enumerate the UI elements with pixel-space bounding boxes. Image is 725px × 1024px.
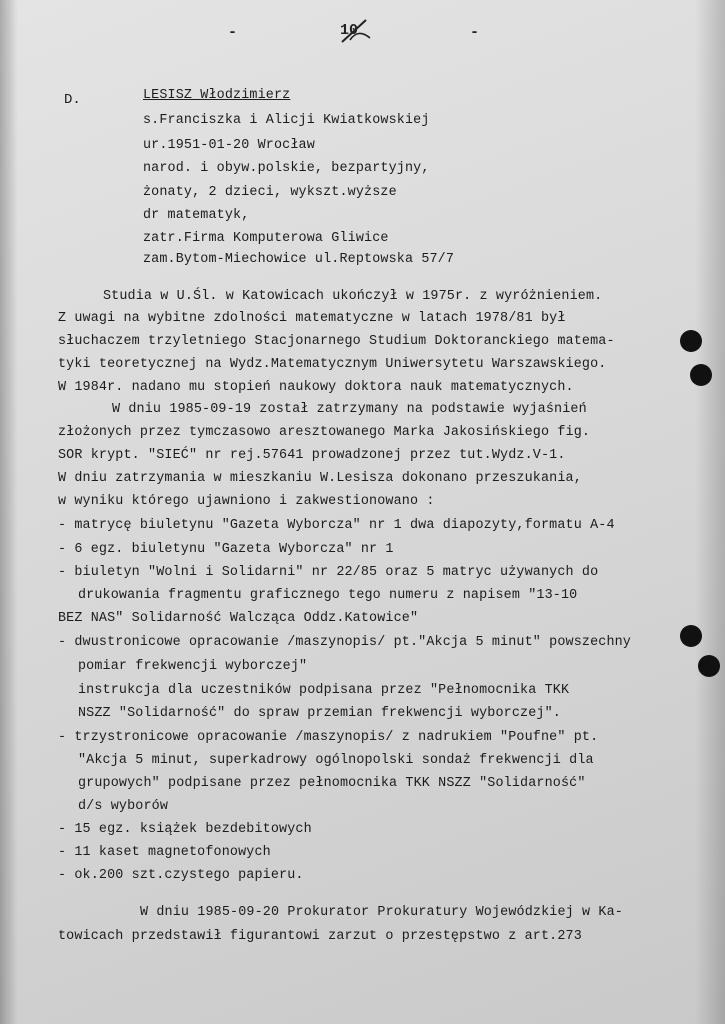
header-dash-right: - bbox=[470, 24, 480, 41]
person-detail-address: zam.Bytom-Miechowice ul.Reptowska 57/7 bbox=[143, 252, 455, 267]
body-line: złożonych przez tymczasowo aresztowanego Marka Jakosińskiego fig. bbox=[58, 425, 591, 440]
punch-hole bbox=[680, 625, 702, 647]
body-line: W 1984r. nadano mu stopień naukowy doktora nauk matematycznych. bbox=[58, 380, 574, 395]
body-line: towicach przedstawił figurantowi zarzut o przestępstwo z art.273 bbox=[58, 929, 582, 944]
list-item-continuation: grupowych" podpisane przez pełnomocnika TKK NSZZ "Solidarność" bbox=[78, 776, 586, 791]
list-item: - matrycę biuletynu "Gazeta Wyborcza" nr 1 dwa diapozyty,formatu A-4 bbox=[58, 518, 615, 533]
list-item: - trzystronicowe opracowanie /maszynopis/ z nadrukiem "Poufne" pt. bbox=[58, 730, 599, 745]
body-line: w wyniku którego ujawniono i zakwestionowano : bbox=[58, 494, 435, 509]
list-item-continuation: drukowania fragmentu graficznego tego numeru z napisem "13-10 bbox=[78, 588, 578, 603]
body-line: W dniu 1985-09-19 został zatrzymany na podstawie wyjaśnień bbox=[112, 402, 587, 417]
punch-hole bbox=[680, 330, 702, 352]
scan-shadow-left bbox=[0, 0, 18, 1024]
list-item: - 11 kaset magnetofonowych bbox=[58, 845, 271, 860]
body-line: Studia w U.Śl. w Katowicach ukończył w 1975r. z wyróżnieniem. bbox=[103, 289, 603, 304]
person-detail-parents: s.Franciszka i Alicji Kwiatkowskiej bbox=[143, 113, 430, 128]
list-item: - biuletyn "Wolni i Solidarni" nr 22/85 oraz 5 matryc używanych do bbox=[58, 565, 599, 580]
punch-hole bbox=[690, 364, 712, 386]
list-item: - dwustronicowe opracowanie /maszynopis/ pt."Akcja 5 minut" powszechny bbox=[58, 635, 631, 650]
page-number-strikeout-mark bbox=[336, 18, 372, 44]
list-item-continuation: pomiar frekwencji wyborczej" bbox=[78, 659, 308, 674]
body-line: tyki teoretycznej na Wydz.Matematycznym Uniwersytetu Warszawskiego. bbox=[58, 357, 607, 372]
body-line: SOR krypt. "SIEĆ" nr rej.57641 prowadzonej przez tut.Wydz.V-1. bbox=[58, 448, 566, 463]
list-item: - ok.200 szt.czystego papieru. bbox=[58, 868, 304, 883]
person-name: LESISZ Włodzimierz bbox=[143, 88, 291, 103]
list-item-continuation: BEZ NAS" Solidarność Walcząca Oddz.Katowice" bbox=[58, 611, 419, 626]
list-item-continuation: "Akcja 5 minut, superkadrowy ogólnopolski sondaż frekwencji dla bbox=[78, 753, 594, 768]
person-detail-title: dr matematyk, bbox=[143, 208, 250, 223]
body-line: W dniu zatrzymania w mieszkaniu W.Lesisza dokonano przeszukania, bbox=[58, 471, 582, 486]
body-line: słuchaczem trzyletniego Stacjonarnego Studium Doktoranckiego matema- bbox=[58, 334, 615, 349]
list-item-continuation: instrukcja dla uczestników podpisana przez "Pełnomocnika TKK bbox=[78, 683, 570, 698]
section-label: D. bbox=[64, 92, 81, 108]
list-item: - 6 egz. biuletynu "Gazeta Wyborcza" nr 1 bbox=[58, 542, 394, 557]
person-detail-nationality: narod. i obyw.polskie, bezpartyjny, bbox=[143, 161, 430, 176]
punch-hole bbox=[698, 655, 720, 677]
scan-shadow-right bbox=[695, 0, 725, 1024]
person-detail-family: żonaty, 2 dzieci, wykszt.wyższe bbox=[143, 185, 397, 200]
list-item-continuation: d/s wyborów bbox=[78, 799, 169, 814]
list-item-continuation: NSZZ "Solidarność" do spraw przemian frekwencji wyborczej". bbox=[78, 706, 561, 721]
page-number: 10 bbox=[340, 22, 359, 39]
person-detail-employer: zatr.Firma Komputerowa Gliwice bbox=[143, 231, 389, 246]
header-dash-left: - bbox=[228, 24, 238, 41]
list-item: - 15 egz. książek bezdebitowych bbox=[58, 822, 312, 837]
body-line: Z uwagi na wybitne zdolności matematyczne w latach 1978/81 był bbox=[58, 311, 566, 326]
person-detail-birth: ur.1951-01-20 Wrocław bbox=[143, 138, 315, 153]
body-line: W dniu 1985-09-20 Prokurator Prokuratury Wojewódzkiej w Ka- bbox=[140, 905, 623, 920]
